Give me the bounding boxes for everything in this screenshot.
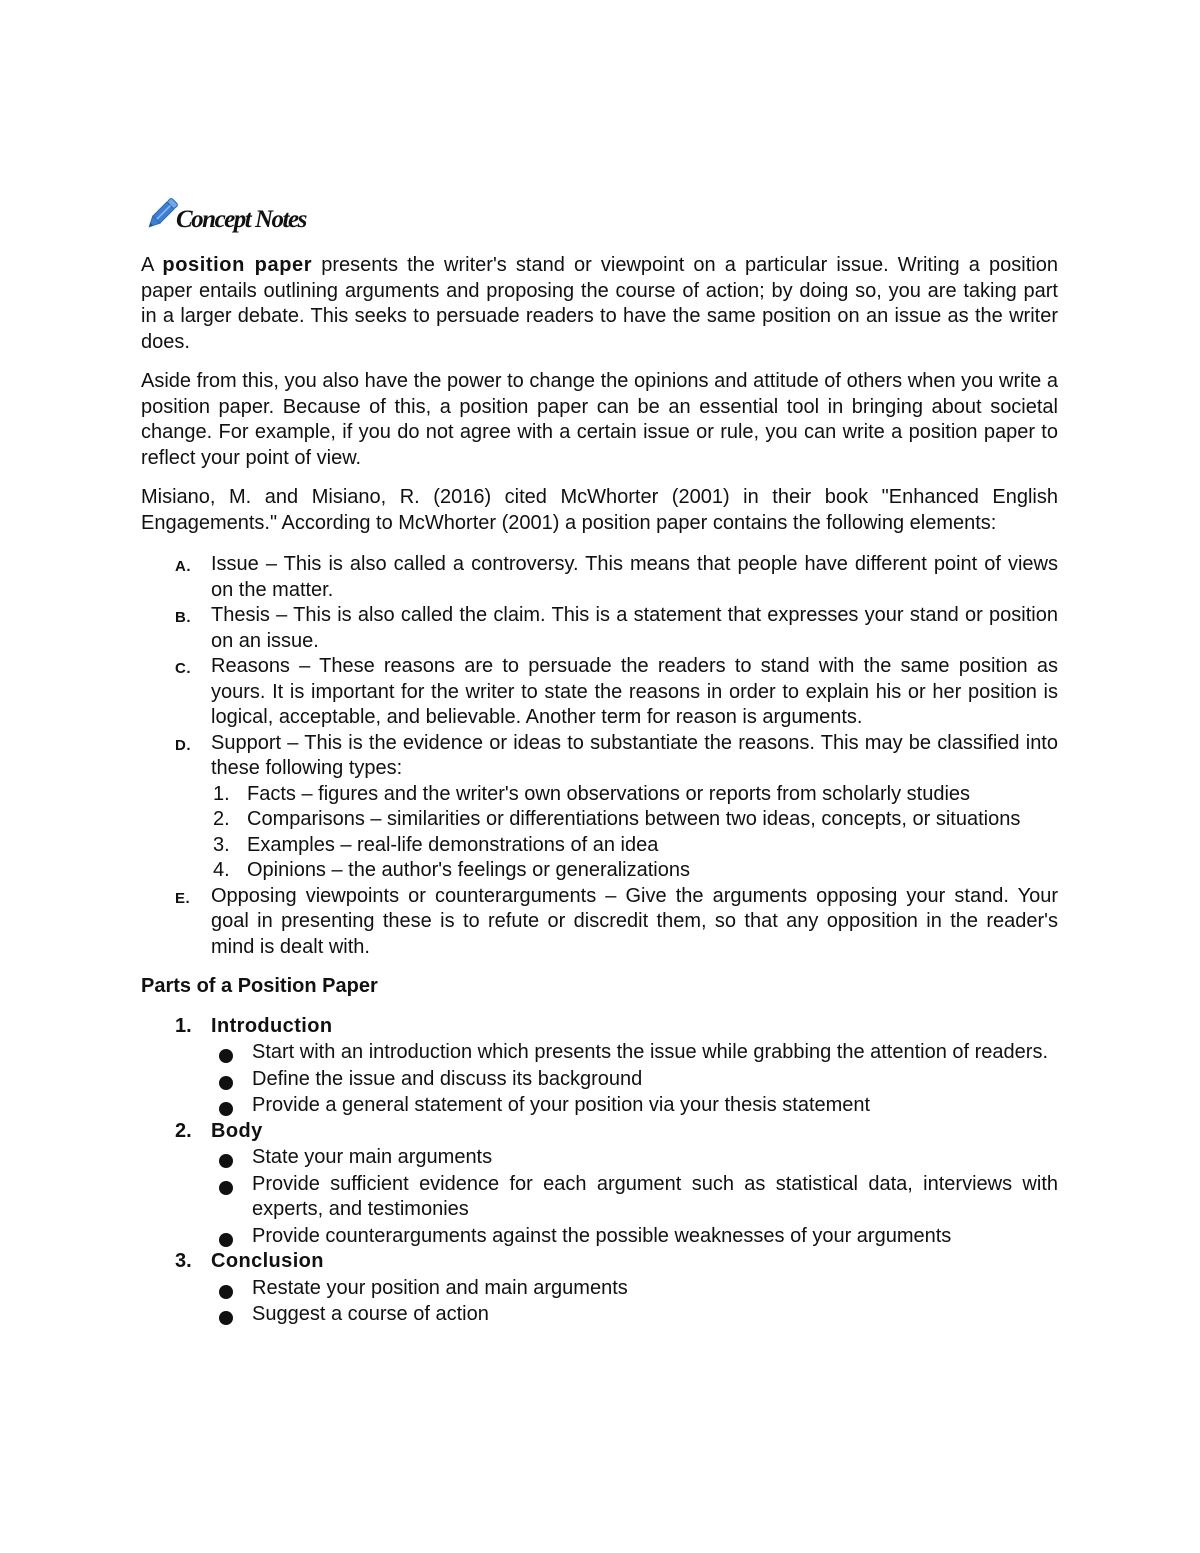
bullet-text: Provide counterarguments against the possible weaknesses of your arguments bbox=[252, 1224, 952, 1247]
list-marker: B. bbox=[175, 609, 191, 626]
part-item bbox=[141, 1119, 1058, 1250]
list-item bbox=[141, 654, 1058, 731]
intro-paragraph-1 bbox=[141, 253, 1058, 355]
list-marker: E. bbox=[175, 889, 191, 907]
list-marker: 4. bbox=[213, 859, 230, 881]
list-marker: 3. bbox=[213, 833, 230, 856]
bullet-list bbox=[211, 1276, 1058, 1328]
list-item bbox=[211, 807, 1058, 833]
concept-notes-heading bbox=[142, 186, 306, 238]
list-item bbox=[141, 884, 1058, 961]
list-marker: 1. bbox=[213, 782, 230, 805]
bullet-icon bbox=[219, 1154, 233, 1168]
list-item-text: Thesis – This is also called the claim. This is a statement that expresses your stand or position on an issue. bbox=[211, 604, 1058, 652]
support-types-list bbox=[211, 782, 1058, 884]
list-item-text: Reasons – These reasons are to persuade the readers to stand with the same position as yours. It is important for the writer to state the reasons in order to explain his or her position is logical, acceptable, and believable. Another term for reason is arguments. bbox=[211, 655, 1058, 728]
parts-list bbox=[141, 1014, 1058, 1328]
bullet-text: Define the issue and discuss its background bbox=[252, 1067, 643, 1090]
bullet-text: Restate your position and main arguments bbox=[252, 1276, 628, 1299]
bullet-text: Provide a general statement of your position via your thesis statement bbox=[252, 1094, 871, 1116]
intro-paragraph-2: Aside from this, you also have the power to change the opinions and attitude of others when you write a position paper. Because of this, a position paper can be an essential tool in bringing about societal change. For example, if you do not agree with a certain issue or rule, you can write a position paper to reflect your point of view. bbox=[141, 370, 1058, 469]
list-item-text: Comparisons – similarities or differentiations between two ideas, concepts, or situations bbox=[247, 808, 1021, 830]
bullet-item bbox=[211, 1172, 1058, 1223]
list-item-text: Support – This is the evidence or ideas to substantiate the reasons. This may be classified into these following types: bbox=[211, 731, 1058, 779]
bullet-icon bbox=[219, 1102, 233, 1116]
bullet-item bbox=[211, 1093, 1058, 1119]
list-item bbox=[211, 833, 1058, 859]
list-marker: A. bbox=[175, 558, 191, 575]
bullet-text: State your main arguments bbox=[252, 1146, 493, 1168]
bullet-item bbox=[211, 1145, 1058, 1171]
bullet-item bbox=[211, 1224, 1058, 1250]
bullet-icon bbox=[219, 1233, 233, 1247]
bullet-icon bbox=[219, 1311, 233, 1325]
part-marker: 2. bbox=[175, 1119, 192, 1142]
part-title: Conclusion bbox=[211, 1250, 324, 1272]
bullet-icon bbox=[219, 1076, 233, 1090]
bullet-text: Provide sufficient evidence for each argument such as statistical data, interviews with experts, and testimonies bbox=[252, 1172, 1058, 1220]
intro-text-rest: presents the writer's stand or viewpoint on a particular issue. Writing a position paper entails outlining arguments and proposing the course of action; by doing so, you are taking part in a larger debate. This seeks to persuade readers to have the same position on an issue as the writer does. bbox=[141, 254, 1058, 353]
list-item-text: Facts – figures and the writer's own observations or reports from scholarly studies bbox=[247, 782, 971, 805]
intro-paragraph-3: Misiano, M. and Misiano, R. (2016) cited McWhorter (2001) in their book "Enhanced English Engagements." According to McWhorter (2001) a position paper contains the following elements: bbox=[141, 486, 1058, 534]
list-item bbox=[211, 858, 1058, 884]
position-paper-term: position paper bbox=[162, 254, 313, 276]
section-title: Parts of a Position Paper bbox=[141, 975, 378, 997]
document-body bbox=[141, 253, 1058, 1328]
bullet-text: Suggest a course of action bbox=[252, 1303, 489, 1325]
list-marker: 2. bbox=[213, 808, 230, 830]
bullet-item bbox=[211, 1276, 1058, 1302]
bullet-item bbox=[211, 1040, 1058, 1066]
page-title: Concept Notes bbox=[176, 205, 306, 233]
part-title: Body bbox=[211, 1119, 263, 1142]
part-title: Introduction bbox=[211, 1014, 333, 1037]
bullet-item bbox=[211, 1302, 1058, 1328]
bullet-icon bbox=[219, 1285, 233, 1299]
part-item bbox=[141, 1014, 1058, 1119]
part-marker: 1. bbox=[175, 1014, 192, 1037]
list-item-text: Issue – This is also called a controversy. This means that people have different point of views on the matter. bbox=[211, 553, 1058, 601]
bullet-list bbox=[211, 1040, 1058, 1119]
elements-list bbox=[141, 552, 1058, 960]
list-item bbox=[141, 603, 1058, 654]
list-item-text: Examples – real-life demonstrations of an idea bbox=[247, 833, 659, 856]
bullet-text: Start with an introduction which presents the issue while grabbing the attention of readers. bbox=[252, 1041, 1049, 1063]
bullet-list bbox=[211, 1145, 1058, 1249]
bullet-item bbox=[211, 1067, 1058, 1093]
list-item bbox=[211, 782, 1058, 808]
part-item bbox=[141, 1249, 1058, 1328]
list-item bbox=[141, 552, 1058, 603]
list-marker: D. bbox=[175, 736, 191, 754]
list-item-text: Opinions – the author's feelings or generalizations bbox=[247, 859, 690, 881]
intro-text-start: A bbox=[141, 254, 163, 276]
bullet-icon bbox=[219, 1049, 233, 1063]
list-item bbox=[141, 731, 1058, 884]
list-item-text: Opposing viewpoints or counterarguments – Give the arguments opposing your stand. Your goal in presenting these is to refute or discredit them, so that any opposition in the reader's mind is dealt with. bbox=[211, 884, 1058, 958]
list-marker: C. bbox=[175, 660, 191, 677]
bullet-icon bbox=[219, 1181, 233, 1195]
part-marker: 3. bbox=[175, 1250, 192, 1272]
